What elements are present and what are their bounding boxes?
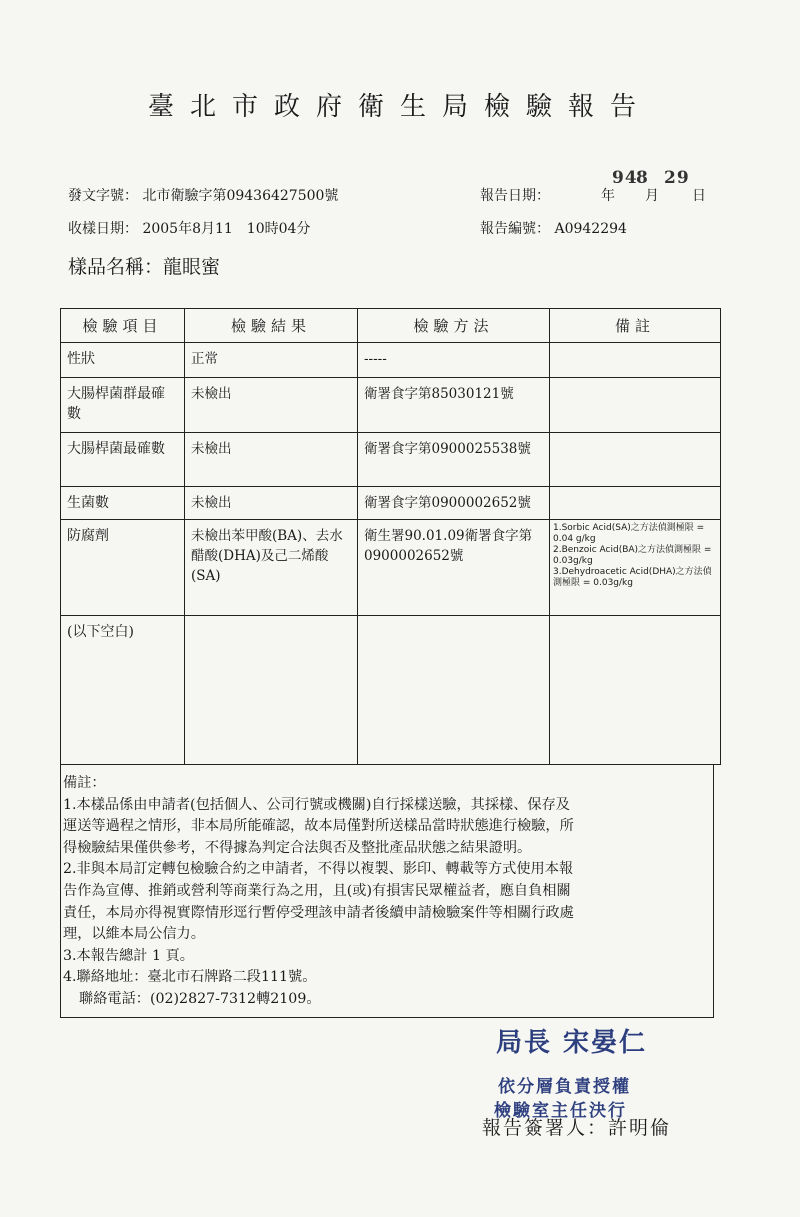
table-row bbox=[61, 343, 721, 378]
detection-limit-note: 2.Benzoic Acid(BA)之方法偵測極限 = 0.03g/kg bbox=[553, 545, 712, 566]
cell-method: 衛署食字第0900002652號 bbox=[358, 487, 550, 520]
table-row bbox=[61, 378, 721, 433]
received-date-row bbox=[68, 218, 310, 238]
cell-item: 大腸桿菌最確數 bbox=[61, 433, 185, 487]
table-blank-row bbox=[61, 616, 721, 765]
detection-limit-note: 3.Dehydroacetic Acid(DHA)之方法偵測極限 = 0.03g/kg bbox=[553, 567, 712, 588]
results-table bbox=[60, 308, 721, 765]
cell-note bbox=[550, 343, 721, 378]
received-date-label: 收樣日期： bbox=[68, 221, 138, 237]
remark-line: 3.本報告總計 1 頁。 bbox=[63, 947, 194, 964]
header-remarks: 備註 bbox=[550, 309, 721, 343]
table-row bbox=[61, 520, 721, 616]
remark-line: 告作為宣傳、推銷或營利等商業行為之用，且(或)有損害民眾權益者，應自負相關 bbox=[63, 882, 571, 899]
report-date-month-suffix: 月 bbox=[645, 188, 659, 204]
cell-result: 未檢出 bbox=[185, 487, 358, 520]
doc-number: 北市衛驗字第09436427500號 bbox=[142, 188, 339, 204]
cell-item: 防腐劑 bbox=[61, 520, 185, 616]
report-date-year-suffix: 年 bbox=[601, 188, 615, 204]
header-test-item: 檢驗項目 bbox=[61, 309, 185, 343]
cell-method: 衛生署90.01.09衛署食字第0900002652號 bbox=[358, 520, 550, 616]
director-stamp: 局長 宋晏仁 bbox=[496, 1028, 648, 1058]
cell-note bbox=[550, 433, 721, 487]
table-header-row bbox=[61, 309, 721, 343]
report-title: 臺北市政府衛生局檢驗報告 bbox=[147, 92, 652, 122]
header-test-result: 檢驗結果 bbox=[185, 309, 358, 343]
remark-line: 1.本樣品係由申請者(包括個人、公司行號或機關)自行採樣送驗，其採樣、保存及 bbox=[63, 796, 570, 813]
remark-line: 得檢驗結果僅供參考，不得據為判定合法與否及整批產品狀態之結果證明。 bbox=[63, 839, 532, 856]
remark-line: 責任，本局亦得視實際情形逕行暫停受理該申請者後續申請檢驗案件等相關行政處 bbox=[63, 904, 574, 921]
received-date: 2005年8月11 10時04分 bbox=[142, 221, 311, 237]
cell-note bbox=[550, 378, 721, 433]
blank-marker: (以下空白) bbox=[61, 616, 185, 765]
sample-name-row bbox=[68, 252, 220, 279]
cell-result: 正常 bbox=[185, 343, 358, 378]
report-signer: 報告簽署人：許明倫 bbox=[482, 1117, 672, 1139]
table-row bbox=[61, 433, 721, 487]
remarks-heading: 備註： bbox=[63, 775, 106, 791]
cell-note bbox=[550, 487, 721, 520]
detection-limit-note: 1.Sorbic Acid(SA)之方法偵測極限 = 0.04 g/kg bbox=[553, 523, 705, 544]
report-number-row bbox=[480, 218, 627, 238]
cell-result: 未檢出 bbox=[185, 433, 358, 487]
report-number-label: 報告編號： bbox=[480, 221, 550, 237]
remark-line: 2.非與本局訂定轉包檢驗合約之申請者，不得以複製、影印、轉載等方式使用本報 bbox=[63, 861, 574, 878]
sample-name-label: 樣品名稱： bbox=[68, 256, 164, 278]
doc-number-label: 發文字號： bbox=[68, 188, 138, 204]
remark-line: 4.聯絡地址：臺北市石牌路二段111號。 bbox=[63, 969, 317, 986]
report-date-day: 29 bbox=[664, 168, 690, 188]
report-date-month: 8 bbox=[636, 168, 649, 188]
remark-line: 理，以維本局公信力。 bbox=[63, 926, 205, 943]
cell-preservative-notes bbox=[550, 520, 721, 616]
authorization-stamp-line2: 檢驗室主任決行 bbox=[494, 1101, 627, 1121]
table-row bbox=[61, 487, 721, 520]
report-date-year: 94 bbox=[612, 168, 638, 188]
report-date-day-suffix: 日 bbox=[692, 188, 706, 204]
header-test-method: 檢驗方法 bbox=[358, 309, 550, 343]
cell-method: 衛署食字第0900025538號 bbox=[358, 433, 550, 487]
authorization-stamp-line1: 依分層負責授權 bbox=[498, 1077, 631, 1097]
cell-result: 未檢出苯甲酸(BA)、去水醋酸(DHA)及己二烯酸(SA) bbox=[185, 520, 358, 616]
cell-result: 未檢出 bbox=[185, 378, 358, 433]
remark-line: 運送等過程之情形，非本局所能確認，故本局僅對所送樣品當時狀態進行檢驗，所 bbox=[63, 818, 574, 835]
cell-method: ----- bbox=[358, 343, 550, 378]
cell-method: 衛署食字第85030121號 bbox=[358, 378, 550, 433]
report-date-label: 報告日期： bbox=[480, 188, 550, 204]
cell-item: 性狀 bbox=[61, 343, 185, 378]
doc-number-row bbox=[68, 185, 338, 205]
blank-cell bbox=[550, 616, 721, 765]
blank-cell bbox=[358, 616, 550, 765]
remark-line: 聯絡電話：(02)2827-7312轉2109。 bbox=[79, 990, 321, 1007]
cell-item: 大腸桿菌群最確數 bbox=[61, 378, 185, 433]
remarks-section bbox=[60, 765, 714, 1018]
report-number: A0942294 bbox=[554, 221, 627, 237]
sample-name: 龍眼蜜 bbox=[163, 256, 221, 278]
blank-cell bbox=[185, 616, 358, 765]
cell-item: 生菌數 bbox=[61, 487, 185, 520]
